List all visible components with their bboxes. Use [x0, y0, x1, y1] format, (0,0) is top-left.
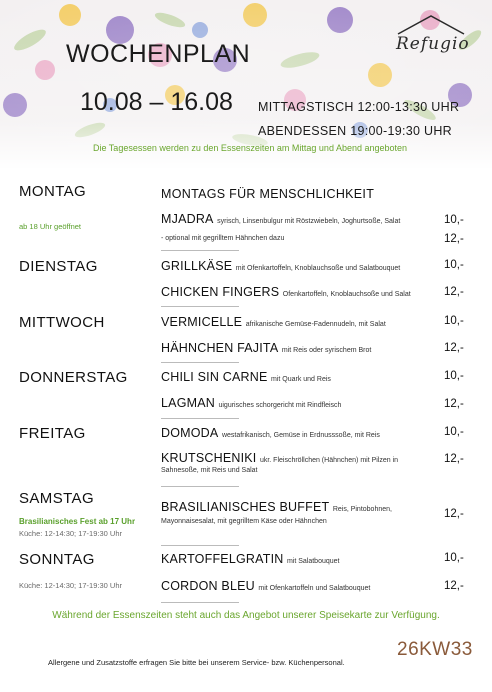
dish-description: afrikanische Gemüse-Fadennudeln, mit Salat: [245, 321, 386, 328]
dish-description-line2: Sahnesoße, mit Reis und Salat: [161, 467, 258, 474]
dish-price: 12,-: [444, 398, 464, 410]
sunday-kitchen-hours: Küche: 12-14:30; 17-19:30 Uhr: [19, 581, 122, 590]
week-code: 26KW33: [397, 639, 473, 660]
day-monday: MONTAG: [19, 183, 87, 200]
dish-description: ukr. Fleischröllchen (Hähnchen) mit Pilzen in: [259, 457, 399, 464]
divider: [161, 306, 239, 307]
dish-name: DOMODA: [161, 426, 219, 440]
divider: [161, 545, 239, 546]
saturday-kitchen-hours: Küche: 12-14:30; 17-19:30 Uhr: [19, 529, 122, 538]
dish-name: MJADRA: [161, 212, 214, 226]
dish-description: mit Ofenkartoffeln, Knoblauchsoße und Salatbouquet: [235, 265, 401, 272]
dish-option: - optional mit gegrilltem Hähnchen dazu: [161, 235, 285, 242]
dish-price: 10,-: [444, 214, 464, 226]
dish-name: CHICKEN FINGERS: [161, 285, 280, 299]
dish-description: Reis, Pintobohnen,: [332, 506, 392, 513]
day-tuesday: DIENSTAG: [19, 258, 98, 275]
dish-lagman: [161, 396, 341, 413]
divider: [161, 602, 239, 603]
dish-name: KRUTSCHENIKI: [161, 451, 257, 465]
dish-price: 10,-: [444, 370, 464, 382]
dish-name: KARTOFFELGRATIN: [161, 552, 284, 566]
dish-price: 10,-: [444, 315, 464, 327]
footer-note: Während der Essenszeiten steht auch das Angebot unserer Speisekarte zur Verfügung.: [52, 610, 440, 621]
day-wednesday: MITTWOCH: [19, 314, 105, 331]
monday-subtitle: ab 18 Uhr geöffnet: [19, 222, 81, 231]
dish-description: uigurisches schorgericht mit Rindfleisch: [218, 402, 342, 409]
dish-name: CORDON BLEU: [161, 579, 255, 593]
dish-price: 12,-: [444, 580, 464, 592]
dish-price: 12,-: [444, 453, 464, 465]
dish-description: Ofenkartoffeln, Knoblauchsoße und Salat: [282, 291, 411, 298]
dish-price: 10,-: [444, 259, 464, 271]
divider: [161, 362, 239, 363]
lunch-time: MITTAGSTISCH 12:00-13:30 UHR: [258, 100, 460, 114]
monday-theme: MONTAGS FÜR MENSCHLICHKEIT: [161, 187, 375, 201]
header: [0, 0, 492, 170]
header-note: Die Tagesessen werden zu den Essenszeiten am Mittag und Abend angeboten: [92, 143, 408, 153]
dish-chicken-fingers: [161, 285, 411, 302]
dish-name: LAGMAN: [161, 396, 215, 410]
dish-description: syrisch, Linsenbulgur mit Röstzwiebeln, Joghurtsoße, Salat: [217, 218, 401, 225]
divider: [161, 418, 239, 419]
dish-chili-sin-carne: [161, 370, 331, 387]
day-saturday: SAMSTAG: [19, 490, 95, 507]
day-friday: FREITAG: [19, 425, 86, 442]
day-sunday: SONNTAG: [19, 551, 95, 568]
dish-description: mit Ofenkartoffeln und Salatbouquet: [258, 585, 371, 592]
day-thursday: DONNERSTAG: [19, 369, 128, 386]
dish-description-line2: Mayonnaisesalat, mit gegrilltem Käse oder Hähnchen: [161, 518, 327, 525]
allergen-note: Allergene und Zusatzstoffe erfragen Sie bitte bei unserem Service- bzw. Küchenpersonal.: [48, 658, 345, 667]
dish-krutscheniki: [161, 451, 398, 468]
dish-grillkaese: [161, 259, 400, 276]
dish-mjadra: [161, 212, 400, 229]
dish-price: 10,-: [444, 426, 464, 438]
dish-name: BRASILIANISCHES BUFFET: [161, 500, 330, 514]
dish-brasilianisches-buffet: [161, 500, 392, 517]
saturday-event: Brasilianisches Fest ab 17 Uhr: [19, 517, 136, 526]
dish-price: 10,-: [444, 552, 464, 564]
page-title: WOCHENPLAN: [66, 40, 251, 68]
dish-haehnchen-fajita: [161, 341, 371, 358]
divider: [161, 250, 239, 251]
dish-name: CHILI SIN CARNE: [161, 370, 268, 384]
dish-description: westafrikanisch, Gemüse in Erdnusssoße, mit Reis: [221, 432, 380, 439]
date-range: 10.08 – 16.08: [80, 88, 233, 116]
dish-vermicelle: [161, 315, 386, 332]
dish-price: 12,-: [444, 286, 464, 298]
dish-price: 12,-: [444, 342, 464, 354]
dish-price: 12,-: [444, 508, 464, 520]
dish-description: mit Reis oder syrischem Brot: [281, 347, 372, 354]
divider: [161, 486, 239, 487]
dish-name: GRILLKÄSE: [161, 259, 233, 273]
dish-kartoffelgratin: [161, 552, 340, 569]
dish-name: HÄHNCHEN FAJITA: [161, 341, 279, 355]
dinner-time: ABENDESSEN 19:00-19:30 UHR: [258, 124, 452, 138]
dish-option-price: 12,-: [444, 233, 464, 245]
logo-text: Refugio: [396, 34, 470, 54]
dish-domoda: [161, 426, 380, 443]
dish-description: mit Salatbouquet: [286, 558, 340, 565]
dish-name: VERMICELLE: [161, 315, 243, 329]
dish-cordon-bleu: [161, 579, 370, 596]
dish-description: mit Quark und Reis: [270, 376, 331, 383]
